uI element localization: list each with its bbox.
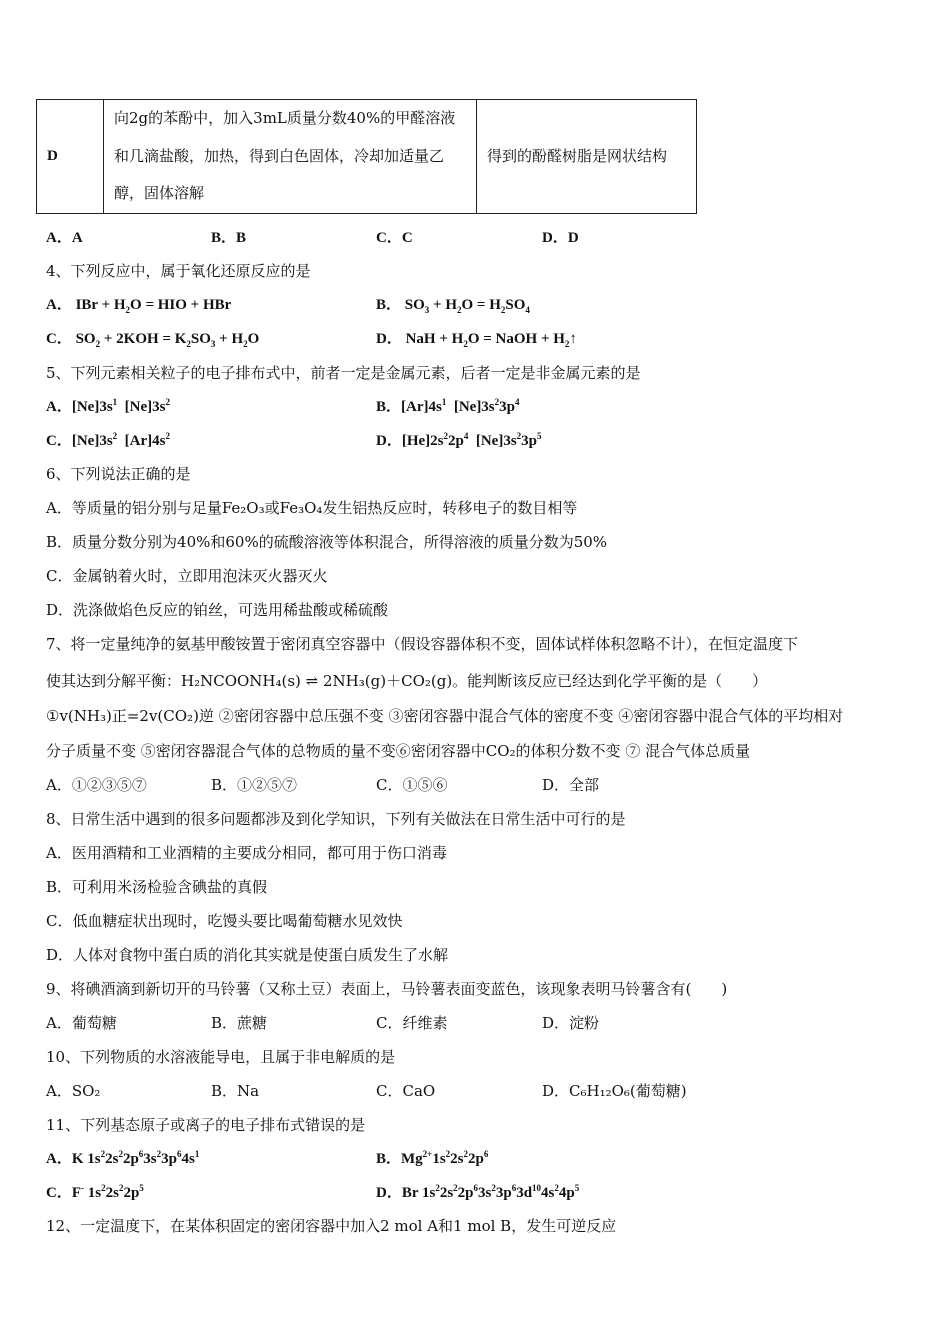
q4-option-b[interactable]: B． $SO_3 + H_2O = H_2SO_4$ xyxy=(376,297,530,315)
q6-option-a[interactable]: A．等质量的铝分别与足量Fe₂O₃或Fe₃O₄发生铝热反应时，转移电子的数目相等 xyxy=(46,499,578,517)
q7-option-c[interactable]: C．①⑤⑥ xyxy=(376,776,448,794)
q5-option-b[interactable]: B．$[Ar]4s^1$ $[Ne]3s^23p^4$ xyxy=(376,397,520,415)
q10-option-b[interactable]: B．Na xyxy=(211,1082,260,1100)
q11-option-d[interactable]: D．Br $1s^22s^22p^63s^23p^63d^{10}4s^24p^5$ xyxy=(376,1183,580,1201)
procedure-cell: 向2g的苯酚中，加入3mL质量分数40%的甲醛溶液和几滴盐酸，加热，得到白色固体，冷却加适量乙醇，固体溶解 xyxy=(104,100,477,214)
q8-option-b[interactable]: B．可利用米汤检验含碘盐的真假 xyxy=(46,878,268,896)
q8-option-d[interactable]: D．人体对食物中蛋白质的消化其实就是使蛋白质发生了水解 xyxy=(46,946,449,964)
q11-option-c[interactable]: C．F- $1s^22s^22p^5$ xyxy=(46,1183,144,1201)
option-b[interactable]: B．B xyxy=(211,230,247,246)
q10-option-c[interactable]: C．CaO xyxy=(376,1082,436,1100)
q7-option-a[interactable]: A．①②③⑤⑦ xyxy=(46,776,147,794)
question-7-line1: 7、将一定量纯净的氨基甲酸铵置于密闭真空容器中（假设容器体积不变，固体试样体积忽略不计），在恒定温度下 xyxy=(46,635,799,653)
question-11-stem: 11、下列基态原子或离子的电子排布式错误的是 xyxy=(46,1116,366,1134)
q5-option-d[interactable]: D．$[He]2s^22p^4$ $[Ne]3s^23p^5$ xyxy=(376,431,542,449)
question-6-stem: 6、下列说法正确的是 xyxy=(46,465,191,483)
option-c[interactable]: C．C xyxy=(376,230,413,246)
table-row xyxy=(37,100,697,214)
q9-option-a[interactable]: A．葡萄糖 xyxy=(46,1014,117,1032)
q7-option-d[interactable]: D．全部 xyxy=(542,776,600,794)
question-7-statements: ①v(NH₃)正=2v(CO₂)逆 ②密闭容器中总压强不变 ③密闭容器中混合气体的密度不变 ④密闭容器中混合气体的平均相对 xyxy=(46,707,844,725)
q6-option-c[interactable]: C．金属钠着火时，立即用泡沫灭火器灭火 xyxy=(46,567,328,585)
experiment-table xyxy=(36,99,697,214)
question-9-stem: 9、将碘酒滴到新切开的马铃薯（又称土豆）表面上，马铃薯表面变蓝色，该现象表明马铃薯含有( ) xyxy=(46,980,728,998)
q11-option-b[interactable]: B．$Mg^{2+}1s^22s^22p^6$ xyxy=(376,1149,489,1167)
q9-option-b[interactable]: B．蔗糖 xyxy=(211,1014,268,1032)
question-8-stem: 8、日常生活中遇到的很多问题都涉及到化学知识，下列有关做法在日常生活中可行的是 xyxy=(46,810,626,828)
option-a[interactable]: A．A xyxy=(46,230,83,246)
q4-option-c[interactable]: C． $SO_2 + 2KOH = K_2SO_3 + H_2O$ xyxy=(46,331,260,349)
option-d[interactable]: D．D xyxy=(542,230,579,246)
q9-option-d[interactable]: D．淀粉 xyxy=(542,1014,600,1032)
q5-option-a[interactable]: A．$[Ne]3s^1$ $[Ne]3s^2$ xyxy=(46,397,170,415)
q4-option-d[interactable]: D． NaH + $H_2O$ = NaOH + $H_2↑$ xyxy=(376,331,577,349)
conclusion-cell: 得到的酚醛树脂是网状结构 xyxy=(477,100,697,214)
q9-option-c[interactable]: C．纤维素 xyxy=(376,1014,448,1032)
question-5-stem: 5、下列元素相关粒子的电子排布式中，前者一定是金属元素，后者一定是非金属元素的是 xyxy=(46,364,641,382)
q5-option-c[interactable]: C．$[Ne]3s^2$ $[Ar]4s^2$ xyxy=(46,431,170,449)
question-4-stem: 4、下列反应中，属于氧化还原反应的是 xyxy=(46,262,311,280)
q10-option-d[interactable]: D．C₆H₁₂O₆(葡萄糖) xyxy=(542,1082,687,1100)
row-label: D xyxy=(37,100,104,214)
q6-option-b[interactable]: B．质量分数分别为40%和60%的硫酸溶液等体积混合，所得溶液的质量分数为50% xyxy=(46,533,608,551)
question-7-statements-cont: 分子质量不变 ⑤密闭容器混合气体的总物质的量不变⑥密闭容器中CO₂的体积分数不变 ⑦ 混合气体总质量 xyxy=(46,742,751,760)
q10-option-a[interactable]: A．SO₂ xyxy=(46,1082,101,1100)
question-10-stem: 10、下列物质的水溶液能导电，且属于非电解质的是 xyxy=(46,1048,396,1066)
question-7-equation: 使其达到分解平衡：H₂NCOONH₄(s) ⇌ 2NH₃(g)＋CO₂(g)。能判断该反应已经达到化学平衡的是（ ） xyxy=(46,672,768,690)
question-12-stem: 12、一定温度下，在某体积固定的密闭容器中加入2 mol A和1 mol B，发生可逆反应 xyxy=(46,1217,617,1235)
q4-option-a[interactable]: A． IBr + $H_2O$ = HIO + HBr xyxy=(46,297,232,315)
q6-option-d[interactable]: D．洗涤做焰色反应的铂丝，可选用稀盐酸或稀硫酸 xyxy=(46,601,389,619)
q8-option-a[interactable]: A．医用酒精和工业酒精的主要成分相同，都可用于伤口消毒 xyxy=(46,844,447,862)
q7-option-b[interactable]: B．①②⑤⑦ xyxy=(211,776,298,794)
q8-option-c[interactable]: C．低血糖症状出现时，吃馒头要比喝葡萄糖水见效快 xyxy=(46,912,403,930)
q11-option-a[interactable]: A．K $1s^22s^22p^63s^23p^64s^1$ xyxy=(46,1149,200,1167)
